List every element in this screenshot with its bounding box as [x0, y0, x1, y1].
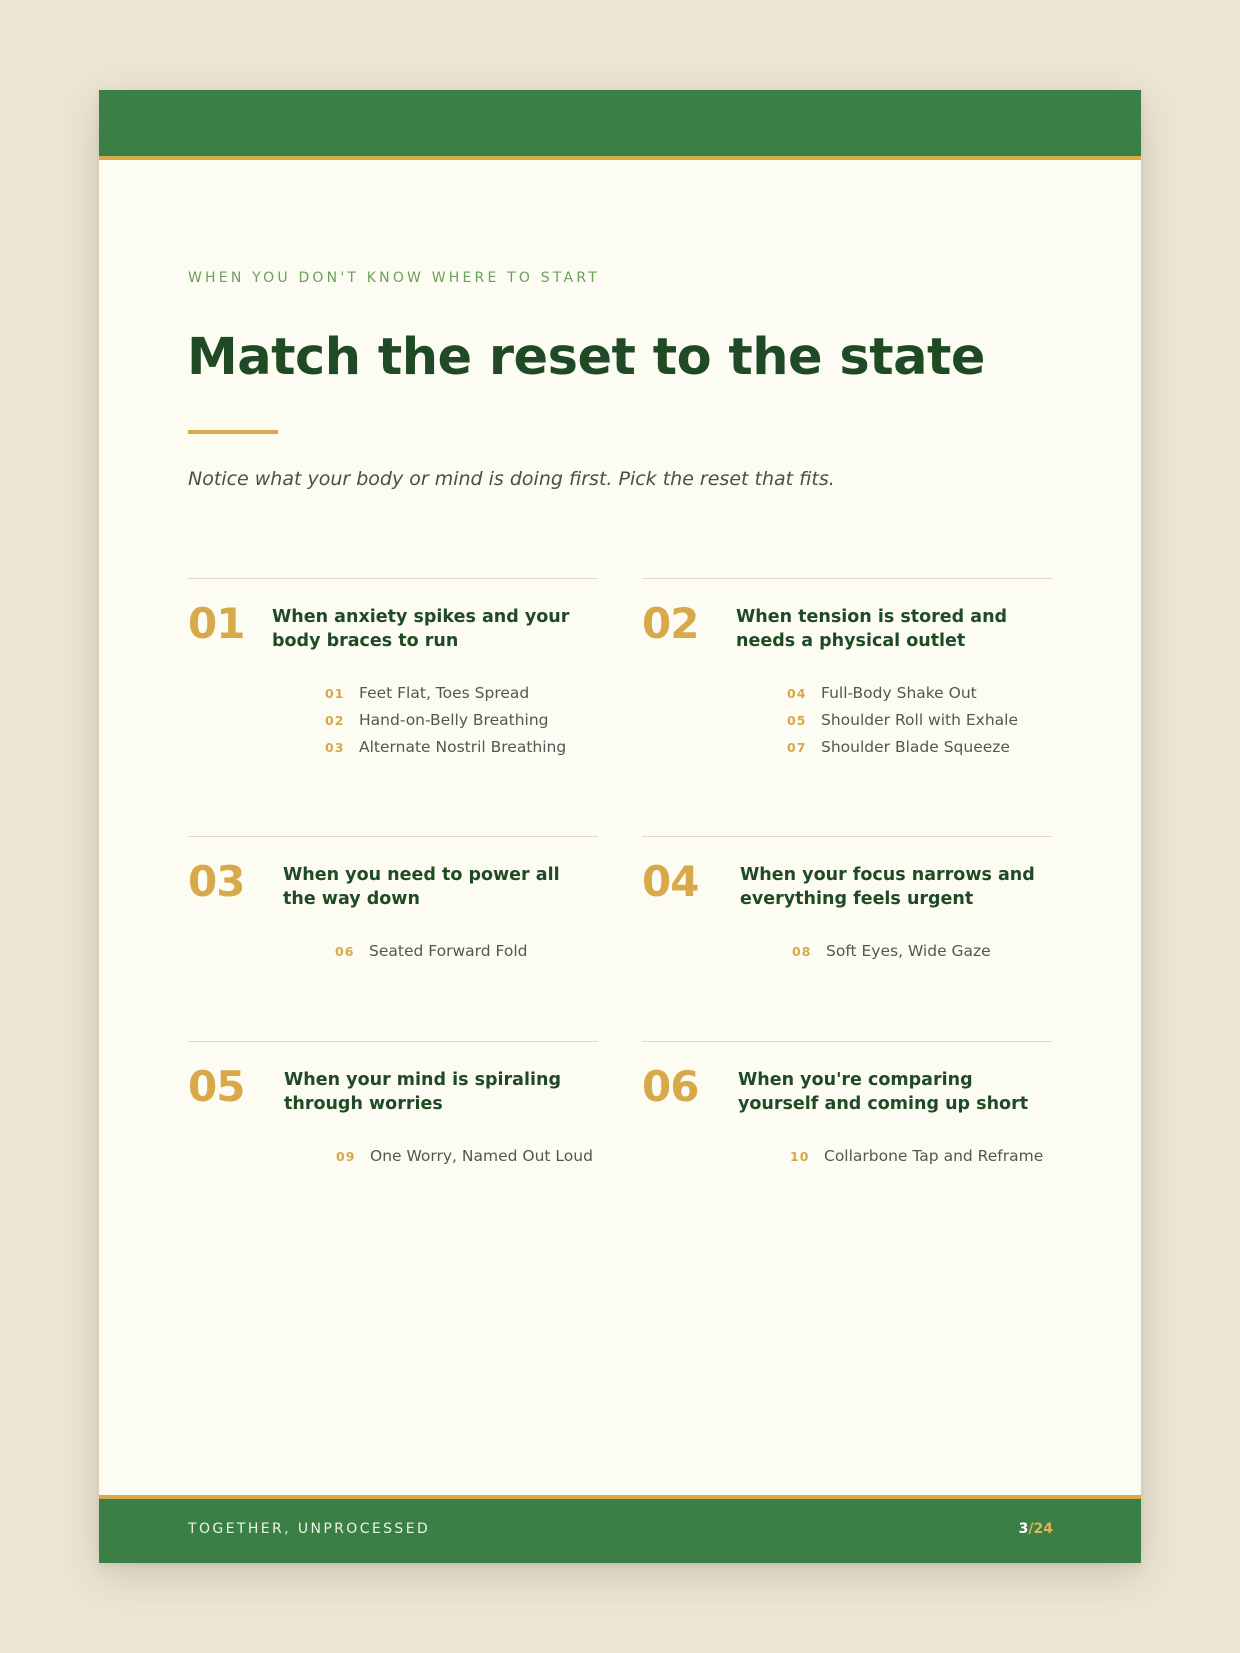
- item-number: 07: [787, 740, 807, 755]
- item-number: 10: [790, 1149, 810, 1164]
- reset-list: [335, 937, 528, 964]
- list-item[interactable]: [787, 679, 1018, 706]
- reset-list: [790, 1142, 1043, 1169]
- section-number: 06: [642, 1062, 699, 1111]
- section-heading: When your focus narrows and everything feels urgent: [740, 865, 1035, 909]
- list-item[interactable]: [792, 937, 991, 964]
- item-label: One Worry, Named Out Loud: [370, 1147, 593, 1165]
- footer-brand: TOGETHER, UNPROCESSED: [188, 1521, 431, 1537]
- item-label: Collarbone Tap and Reframe: [824, 1147, 1044, 1165]
- page-subtitle: Notice what your body or mind is doing first. Pick the reset that fits.: [188, 468, 835, 490]
- page-counter: [1019, 1521, 1053, 1537]
- list-item[interactable]: [336, 1142, 593, 1169]
- item-label: Seated Forward Fold: [369, 942, 528, 960]
- page-title: Match the reset to the state: [187, 328, 986, 387]
- list-item[interactable]: [787, 706, 1018, 733]
- section-card-02: [642, 578, 1052, 809]
- section-heading: When you're comparing yourself and coming up short: [738, 1070, 1029, 1114]
- item-number: 09: [336, 1149, 356, 1164]
- header-band: [99, 90, 1141, 160]
- section-heading: When your mind is spiraling through worries: [284, 1070, 561, 1114]
- item-label: Soft Eyes, Wide Gaze: [826, 942, 991, 960]
- list-item[interactable]: [790, 1142, 1043, 1169]
- section-number: 01: [188, 599, 245, 648]
- item-number: 04: [787, 686, 807, 701]
- list-item[interactable]: [325, 706, 566, 733]
- page-separator: /: [1028, 1521, 1034, 1537]
- title-underline: [188, 430, 278, 434]
- document-page: [99, 90, 1141, 1563]
- reset-list: [792, 937, 991, 964]
- section-number: 04: [642, 857, 699, 906]
- list-item[interactable]: [325, 679, 566, 706]
- item-number: 06: [335, 944, 355, 959]
- section-number: 05: [188, 1062, 245, 1111]
- section-heading: When anxiety spikes and your body braces to run: [272, 607, 570, 651]
- item-number: 05: [787, 713, 807, 728]
- section-card-06: [642, 1041, 1052, 1222]
- reset-list: [787, 679, 1018, 760]
- section-heading: When tension is stored and needs a physical outlet: [736, 607, 1008, 651]
- item-label: Shoulder Blade Squeeze: [821, 738, 1010, 756]
- section-card-01: [188, 578, 598, 809]
- eyebrow-label: WHEN YOU DON'T KNOW WHERE TO START: [188, 270, 600, 286]
- item-label: Full-Body Shake Out: [821, 684, 977, 702]
- section-number: 02: [642, 599, 699, 648]
- page-current: 3: [1018, 1521, 1029, 1537]
- item-number: 03: [325, 740, 345, 755]
- item-number: 08: [792, 944, 812, 959]
- item-number: 02: [325, 713, 345, 728]
- list-item[interactable]: [335, 937, 528, 964]
- section-heading: When you need to power all the way down: [283, 865, 560, 909]
- page-total: 24: [1033, 1521, 1053, 1537]
- reset-list: [325, 679, 566, 760]
- item-label: Alternate Nostril Breathing: [359, 738, 567, 756]
- section-card-04: [642, 836, 1052, 1017]
- section-card-05: [188, 1041, 598, 1222]
- item-label: Shoulder Roll with Exhale: [821, 711, 1018, 729]
- item-label: Hand-on-Belly Breathing: [359, 711, 549, 729]
- list-item[interactable]: [787, 733, 1018, 760]
- footer-band: [99, 1495, 1141, 1563]
- list-item[interactable]: [325, 733, 566, 760]
- section-card-03: [188, 836, 598, 1017]
- section-number: 03: [188, 857, 245, 906]
- item-number: 01: [325, 686, 345, 701]
- item-label: Feet Flat, Toes Spread: [359, 684, 530, 702]
- reset-list: [336, 1142, 593, 1169]
